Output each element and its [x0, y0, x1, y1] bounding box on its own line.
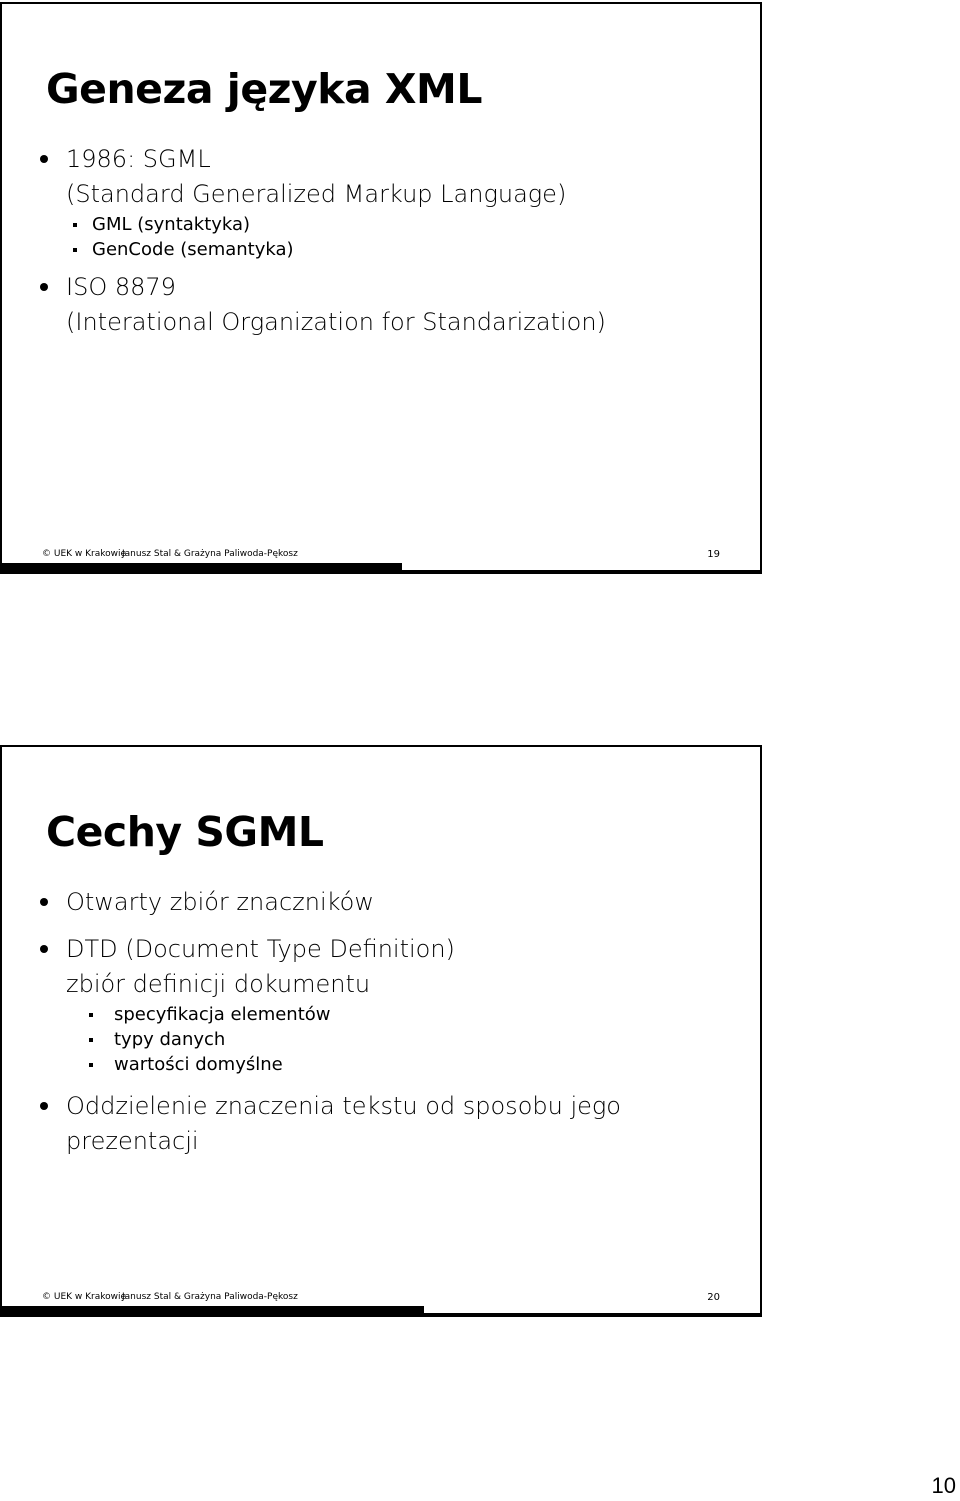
slide-title: Geneza języka XML — [46, 65, 482, 113]
slide-content — [40, 885, 750, 1159]
footer-copyright: © UEK w Krakowie — [42, 1292, 127, 1302]
bullet-item — [40, 885, 750, 920]
sub-bullet-item: GenCode (semantyka) — [40, 237, 750, 262]
footer-authors: Janusz Stal & Grażyna Paliwoda-Pękosz — [122, 549, 298, 559]
bullet-line: (Standard Generalized Markup Language) — [66, 180, 567, 208]
bullet-line: prezentacji — [66, 1127, 199, 1155]
slide-20 — [0, 745, 762, 1317]
slide-content — [40, 142, 750, 340]
footer-bar — [2, 563, 402, 572]
footer-authors: Janusz Stal & Grażyna Paliwoda-Pękosz — [122, 1292, 298, 1302]
bullet-item — [40, 1089, 750, 1159]
bullet-item — [40, 932, 750, 1002]
sub-bullet-item: typy danych — [40, 1027, 750, 1052]
bullet-line: zbiór definicji dokumentu — [66, 970, 371, 998]
bullet-item — [40, 270, 750, 340]
bullet-line: Otwarty zbiór znaczników — [66, 888, 374, 916]
bullet-line: Oddzielenie znaczenia tekstu od sposobu jego — [66, 1092, 621, 1120]
sub-bullet-item: specyfikacja elementów — [40, 1002, 750, 1027]
bullet-line: ISO 8879 — [66, 273, 176, 301]
bullet-line: 1986: SGML — [66, 145, 211, 173]
footer-rule — [402, 570, 760, 572]
footer-copyright: © UEK w Krakowie — [42, 549, 127, 559]
bullet-item — [40, 142, 750, 212]
slide-number: 19 — [707, 549, 720, 560]
footer-bar — [2, 1306, 424, 1315]
footer-rule — [424, 1313, 760, 1315]
bullet-line: (Interational Organization for Standarization) — [66, 308, 606, 336]
page-number: 10 — [931, 1473, 956, 1498]
slide-title: Cechy SGML — [46, 808, 324, 856]
slide-number: 20 — [707, 1292, 720, 1303]
sub-bullet-item: GML (syntaktyka) — [40, 212, 750, 237]
bullet-line: DTD (Document Type Definition) — [66, 935, 455, 963]
slide-19 — [0, 2, 762, 574]
sub-bullet-item: wartości domyślne — [40, 1052, 750, 1077]
